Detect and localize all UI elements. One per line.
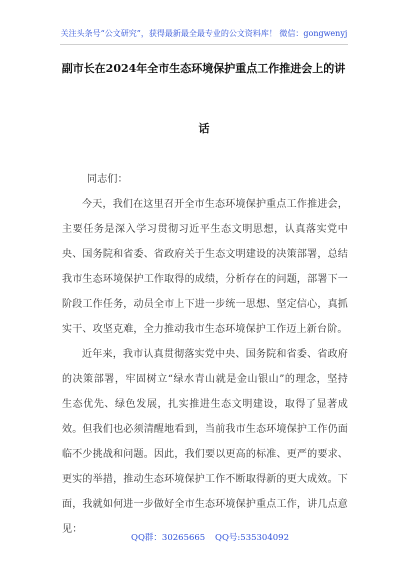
greeting: 同志们： <box>87 174 128 185</box>
footer <box>0 531 408 545</box>
header-notice: 关注头条号“公文研究”，获得最新最全最专业的公文资料库！ 微信：gongwenyj <box>60 29 348 38</box>
document-title: 副市长在2024年全市生态环境保护重点工作推进会上的讲 <box>61 62 346 75</box>
document-title-continuation: 话 <box>198 122 210 135</box>
paragraph-1: 今天，我们在这里召开全市生态环境保护重点工作推进会，主要任务是深入学习贯彻习近平生态文明思想，认真落实党中央、国务院和省委、省政府关于生态文明建设的决策部署，总结我市生态环境保护工作取得的成绩，分析存在的问题，部署下一阶段工作任务，动员全市上下进一步统一思想、坚定信心，真抓实干、攻坚克难，全力推动我市生态环境保护工作迈上新台阶。 <box>62 199 348 335</box>
header-divider <box>60 44 348 45</box>
document-body <box>62 167 348 542</box>
paragraph-2: 近年来，我市认真贯彻落实党中央、国务院和省委、省政府的决策部署，牢固树立“绿水青山就是金山银山”的理念，坚持生态优先、绿色发展，扎实推进生态文明建设，取得了显著成效。但我们也必须清醒地看到，当前我市生态环境保护工作仍面临不少挑战和问题。因此，我们要以更高的标准、更严的要求、更实的举措，推动生态环境保护工作不断取得新的更大成效。下面，我就如何进一步做好全市生态环境保护重点工作，讲几点意见： <box>62 349 348 535</box>
footer-qq-group: QQ群：30265665 <box>131 533 206 543</box>
footer-qq-number: QQ号:535304092 <box>215 533 289 543</box>
